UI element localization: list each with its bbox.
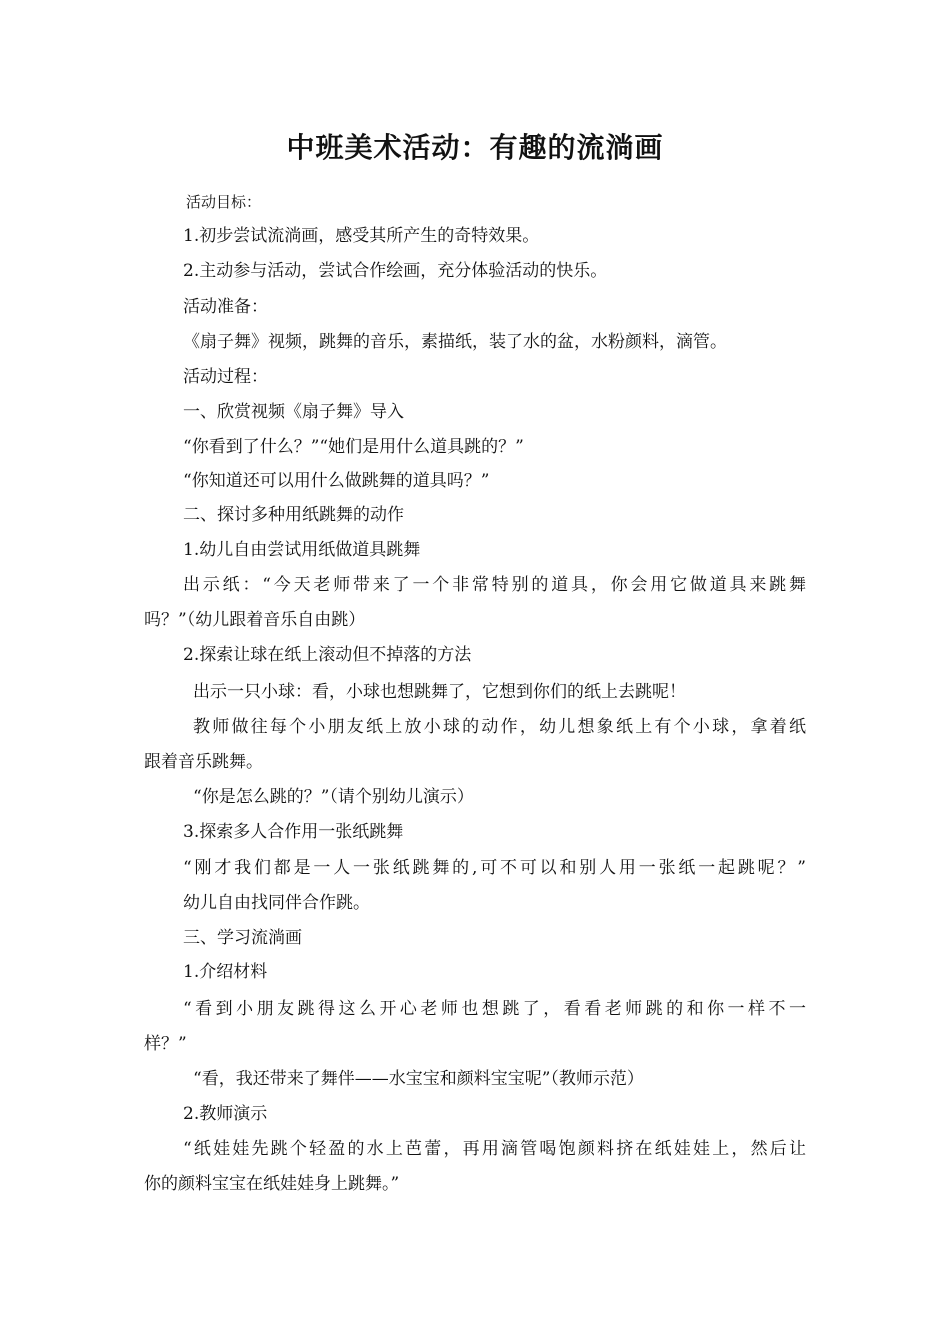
paragraph: “刚才我们都是一人一张纸跳舞的,可不可以和别人用一张纸一起跳呢？”	[183, 858, 806, 878]
paragraph: 2.教师演示	[183, 1104, 268, 1124]
paragraph: 幼儿自由找同伴合作跳。	[183, 893, 370, 913]
section-heading-process: 活动过程：	[183, 367, 268, 387]
paragraph: 2.主动参与活动，尝试合作绘画，充分体验活动的快乐。	[183, 261, 608, 281]
paragraph: 《扇子舞》视频，跳舞的音乐，素描纸，装了水的盆，水粉颜料，滴管。	[183, 332, 727, 352]
paragraph: 1.介绍材料	[183, 962, 268, 982]
paragraph: 跟着音乐跳舞。	[144, 752, 263, 772]
paragraph: 教师做往每个小朋友纸上放小球的动作，幼儿想象纸上有个小球，拿着纸	[193, 717, 806, 737]
paragraph: 1.初步尝试流淌画，感受其所产生的奇特效果。	[183, 226, 540, 246]
paragraph: “你是怎么跳的？”（请个别幼儿演示）	[193, 787, 474, 807]
paragraph: 你的颜料宝宝在纸娃娃身上跳舞。”	[144, 1174, 400, 1194]
paragraph: 三、学习流淌画	[183, 928, 302, 948]
paragraph: 3.探索多人合作用一张纸跳舞	[183, 822, 404, 842]
paragraph: “看，我还带来了舞伴——水宝宝和颜料宝宝呢”（教师示范）	[193, 1069, 644, 1089]
section-heading-goals: 活动目标：	[186, 193, 262, 211]
paragraph: “看到小朋友跳得这么开心老师也想跳了，看看老师跳的和你一样不一	[183, 999, 806, 1019]
document-title: 中班美术活动：有趣的流淌画	[286, 131, 664, 164]
paragraph: 吗？”（幼儿跟着音乐自由跳）	[144, 610, 366, 630]
paragraph: 1.幼儿自由尝试用纸做道具跳舞	[183, 540, 421, 560]
paragraph: “纸娃娃先跳个轻盈的水上芭蕾，再用滴管喝饱颜料挤在纸娃娃上，然后让	[183, 1139, 806, 1159]
paragraph: 出示一只小球：看，小球也想跳舞了，它想到你们的纸上去跳呢！	[193, 682, 686, 702]
paragraph: 样？”	[144, 1034, 187, 1054]
section-heading-preparation: 活动准备：	[183, 297, 268, 317]
paragraph: 出示纸：“今天老师带来了一个非常特别的道具，你会用它做道具来跳舞	[183, 575, 806, 595]
paragraph: 二、探讨多种用纸跳舞的动作	[183, 505, 404, 525]
paragraph: “你知道还可以用什么做跳舞的道具吗？”	[183, 471, 490, 491]
paragraph: 一、欣赏视频《扇子舞》导入	[183, 402, 404, 422]
paragraph: “你看到了什么？”“她们是用什么道具跳的？”	[183, 437, 524, 457]
paragraph: 2.探索让球在纸上滚动但不掉落的方法	[183, 645, 472, 665]
